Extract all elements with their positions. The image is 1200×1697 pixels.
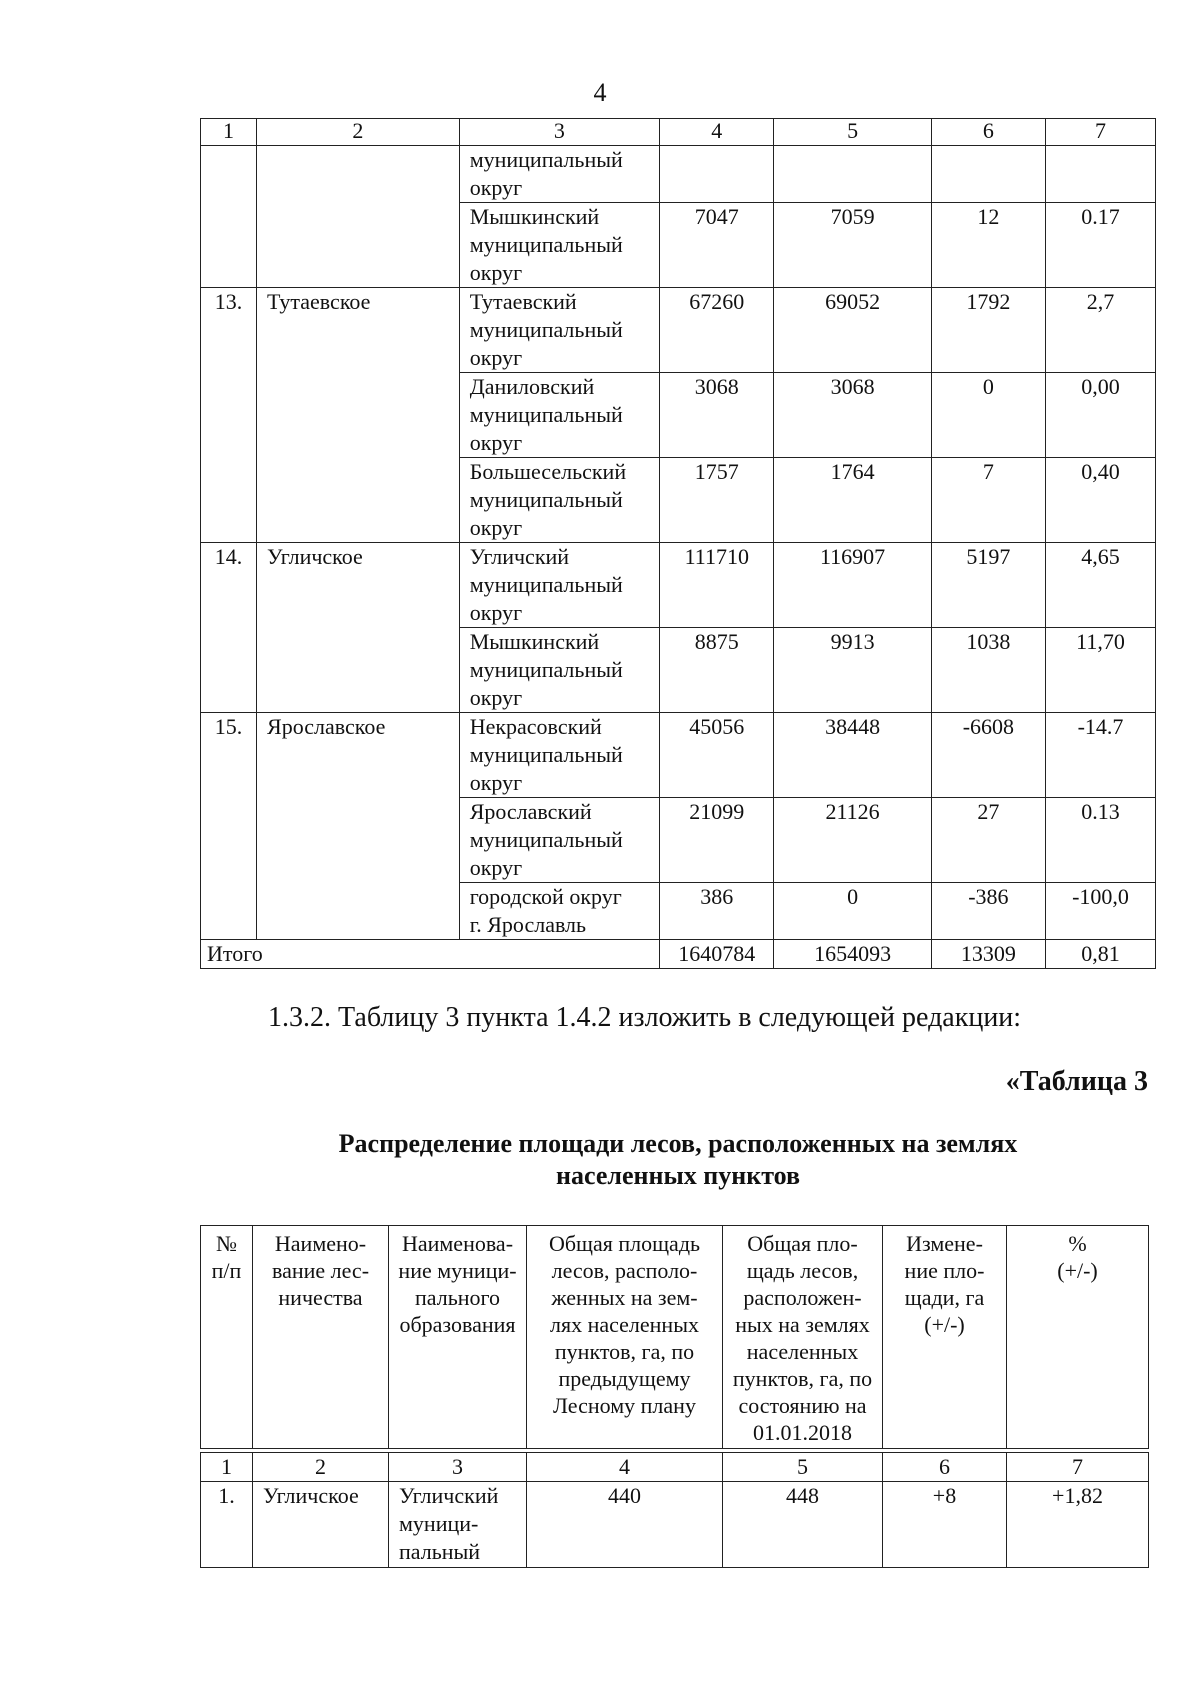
municipality-name: Мышкинский муниципальный округ [459, 628, 659, 713]
page-number: 4 [593, 78, 607, 107]
cell-change: -386 [931, 883, 1045, 940]
cell-current-area: 1764 [774, 458, 931, 543]
cell-percent: -14.7 [1046, 713, 1156, 798]
municipality-name: Мышкинский муниципальный округ [459, 203, 659, 288]
row-number: 1. [201, 1482, 253, 1568]
header-cell: 5 [774, 119, 931, 146]
column-number: 2 [253, 1453, 389, 1482]
header-cell: 4 [660, 119, 774, 146]
header-cell-prev-area: Общая площадь лесов, располо- женных на зем- лях населенных пунктов, га, по предыдущему Лесному плану [527, 1226, 723, 1449]
cell-change: 1792 [931, 288, 1045, 373]
row-number: 14. [201, 543, 257, 713]
header-cell-municipality: Наименова- ние муници- пального образования [389, 1226, 527, 1449]
row-number: 13. [201, 288, 257, 543]
municipality-name: городской округ г. Ярославль [459, 883, 659, 940]
header-cell-change: Измене- ние пло- щади, га (+/-) [883, 1226, 1007, 1449]
cell-prev-area: 1757 [660, 458, 774, 543]
cell-prev-area: 8875 [660, 628, 774, 713]
column-number: 4 [527, 1453, 723, 1482]
cell-change: +8 [883, 1482, 1007, 1568]
municipality-name: Тутаевский муниципальный округ [459, 288, 659, 373]
table-row [201, 543, 1156, 628]
cell-prev-area: 67260 [660, 288, 774, 373]
header-cell-number: № п/п [201, 1226, 253, 1449]
cell-percent: 4,65 [1046, 543, 1156, 628]
header-cell: 7 [1046, 119, 1156, 146]
table-row [201, 288, 1156, 373]
row-number [201, 146, 257, 288]
forest-area-table-continued [200, 118, 1156, 969]
row-number: 15. [201, 713, 257, 940]
cell-change: 5197 [931, 543, 1045, 628]
table-3-header [200, 1225, 1149, 1449]
column-number: 3 [389, 1453, 527, 1482]
municipality-name: Некрасовский муниципальный округ [459, 713, 659, 798]
cell-current-area: 7059 [774, 203, 931, 288]
table-3-body [200, 1452, 1149, 1568]
municipality-name: Ярославский муниципальный округ [459, 798, 659, 883]
cell-current-area: 69052 [774, 288, 931, 373]
cell-change: 1038 [931, 628, 1045, 713]
cell-prev-area: 440 [527, 1482, 723, 1568]
cell-prev-area: 3068 [660, 373, 774, 458]
cell-change: 12 [931, 203, 1045, 288]
header-cell: 2 [257, 119, 460, 146]
cell-current-area: 3068 [774, 373, 931, 458]
table-row [201, 713, 1156, 798]
table-header-row [201, 1226, 1149, 1449]
cell-current-area: 0 [774, 883, 931, 940]
cell-percent: +1,82 [1007, 1482, 1149, 1568]
table-3-label: «Таблица 3 [1005, 1066, 1148, 1097]
forestry-name: Угличское [257, 543, 460, 713]
cell-current-area: 448 [723, 1482, 883, 1568]
cell-prev-area: 21099 [660, 798, 774, 883]
cell-percent: 0.13 [1046, 798, 1156, 883]
cell-current-area: 116907 [774, 543, 931, 628]
cell-percent: 0,40 [1046, 458, 1156, 543]
header-cell-current-area: Общая пло- щадь лесов, расположен- ных на землях населенных пунктов, га, по состоянию на 01.01.2018 [723, 1226, 883, 1449]
forestry-name [257, 146, 460, 288]
header-cell-forestry: Наимено- вание лес- ничества [253, 1226, 389, 1449]
column-number-row [201, 1453, 1149, 1482]
forestry-name: Тутаевское [257, 288, 460, 543]
amendment-paragraph: 1.3.2. Таблицу 3 пункта 1.4.2 изложить в следующей редакции: [268, 1002, 1022, 1033]
cell-percent: -100,0 [1046, 883, 1156, 940]
municipality-name: муниципальный округ [459, 146, 659, 203]
total-percent: 0,81 [1046, 940, 1156, 969]
column-number: 5 [723, 1453, 883, 1482]
column-number: 1 [201, 1453, 253, 1482]
total-prev-area: 1640784 [660, 940, 774, 969]
cell-prev-area: 386 [660, 883, 774, 940]
cell-current-area [774, 146, 931, 203]
cell-current-area: 38448 [774, 713, 931, 798]
column-number: 7 [1007, 1453, 1149, 1482]
header-cell: 1 [201, 119, 257, 146]
cell-change: 7 [931, 458, 1045, 543]
forestry-name: Угличское [253, 1482, 389, 1568]
table-3-caption: Распределение площади лесов, расположенных на землях населенных пунктов [338, 1129, 1018, 1190]
cell-percent [1046, 146, 1156, 203]
table-row [201, 146, 1156, 203]
header-cell-percent: % (+/-) [1007, 1226, 1149, 1449]
cell-current-area: 21126 [774, 798, 931, 883]
cell-current-area: 9913 [774, 628, 931, 713]
cell-change: 0 [931, 373, 1045, 458]
municipality-name: Угличский муниципальный округ [459, 543, 659, 628]
cell-percent: 0,00 [1046, 373, 1156, 458]
total-change: 13309 [931, 940, 1045, 969]
cell-percent: 11,70 [1046, 628, 1156, 713]
cell-change [931, 146, 1045, 203]
column-number: 6 [883, 1453, 1007, 1482]
forestry-name: Ярославское [257, 713, 460, 940]
header-cell: 6 [931, 119, 1045, 146]
municipality-name: Угличский муници- пальный [389, 1482, 527, 1568]
header-cell: 3 [459, 119, 659, 146]
total-row [201, 940, 1156, 969]
cell-prev-area: 111710 [660, 543, 774, 628]
cell-change: 27 [931, 798, 1045, 883]
table-header-row [201, 119, 1156, 146]
table-row [201, 1482, 1149, 1568]
cell-prev-area [660, 146, 774, 203]
municipality-name: Даниловский муниципальный округ [459, 373, 659, 458]
total-label: Итого [201, 940, 660, 969]
cell-prev-area: 7047 [660, 203, 774, 288]
cell-percent: 2,7 [1046, 288, 1156, 373]
cell-percent: 0.17 [1046, 203, 1156, 288]
total-current-area: 1654093 [774, 940, 931, 969]
cell-change: -6608 [931, 713, 1045, 798]
cell-prev-area: 45056 [660, 713, 774, 798]
municipality-name: Большесельский муниципальный округ [459, 458, 659, 543]
